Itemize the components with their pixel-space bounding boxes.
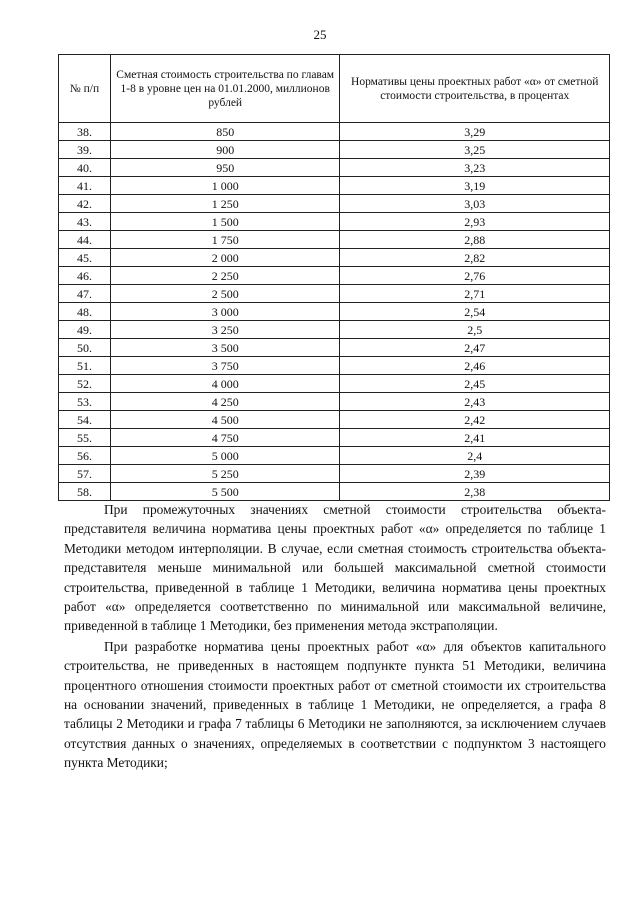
row-number-cell: 40.: [59, 159, 111, 177]
table-row: [59, 177, 610, 195]
row-number-cell: 48.: [59, 303, 111, 321]
cost-cell: 850: [110, 123, 340, 141]
table-row: [59, 321, 610, 339]
cost-cell: 2 500: [110, 285, 340, 303]
norm-cell: 2,82: [340, 249, 610, 267]
table-row: [59, 195, 610, 213]
cost-cell: 4 250: [110, 393, 340, 411]
cost-cell: 3 750: [110, 357, 340, 375]
cost-cell: 3 000: [110, 303, 340, 321]
cost-cell: 1 000: [110, 177, 340, 195]
cost-cell: 900: [110, 141, 340, 159]
cost-cell: 950: [110, 159, 340, 177]
norms-table: [58, 54, 610, 501]
row-number-cell: 46.: [59, 267, 111, 285]
row-number-cell: 42.: [59, 195, 111, 213]
table-header-row: [59, 55, 610, 123]
norm-cell: 2,46: [340, 357, 610, 375]
row-number-cell: 41.: [59, 177, 111, 195]
cost-cell: 4 500: [110, 411, 340, 429]
norm-cell: 2,47: [340, 339, 610, 357]
row-number-cell: 56.: [59, 447, 111, 465]
cost-cell: 5 250: [110, 465, 340, 483]
norm-cell: 2,39: [340, 465, 610, 483]
cost-cell: 1 750: [110, 231, 340, 249]
norm-cell: 2,45: [340, 375, 610, 393]
table-row: [59, 465, 610, 483]
cost-cell: 5 500: [110, 483, 340, 501]
row-number-cell: 53.: [59, 393, 111, 411]
table-row: [59, 375, 610, 393]
row-number-cell: 58.: [59, 483, 111, 501]
table-row: [59, 429, 610, 447]
norm-cell: 3,19: [340, 177, 610, 195]
table-row: [59, 231, 610, 249]
table-row: [59, 411, 610, 429]
cost-cell: 4 000: [110, 375, 340, 393]
header-cost: Сметная стоимость строительства по главам 1-8 в уровне цен на 01.01.2000, миллионов рублей: [110, 55, 340, 123]
cost-cell: 5 000: [110, 447, 340, 465]
paragraph-interpolation: При промежуточных значениях сметной стоимости строительства объекта-представителя величина норматива цены проектных работ «α» определяется по таблице 1 Методики методом интерполяции. В случае, если сметная стоимость строительства объекта-представителя меньше минимальной или большей максимальной сметной стоимости строительства, приведенной в таблице 1 Методики, величина норматива цены проектных работ «α» определяется соответственно по минимальной или максимальной величине, приведенной в таблице 1 Методики, без применения метода экстраполяции.: [64, 502, 606, 634]
table-row: [59, 141, 610, 159]
table-row: [59, 285, 610, 303]
norm-cell: 2,88: [340, 231, 610, 249]
norm-cell: 3,03: [340, 195, 610, 213]
table-row: [59, 393, 610, 411]
table-row: [59, 267, 610, 285]
row-number-cell: 39.: [59, 141, 111, 159]
norm-cell: 3,25: [340, 141, 610, 159]
norm-cell: 2,71: [340, 285, 610, 303]
paragraph-other-objects: При разработке норматива цены проектных работ «α» для объектов капитального строительства, не приведенных в настоящем подпункте пункта 51 Методики, величина процентного отношения стоимости проектных работ от сметной стоимости их строительства на основании значений, приведенных в таблице 1 Методики, не определяется, а графа 8 таблицы 2 Методики и графа 7 таблицы 6 Методики не заполняются, за исключением случаев отсутствия данных о значениях, определяемых в соответствии с подпунктом 3 настоящего пункта Методики;: [64, 638, 606, 771]
norm-cell: 2,43: [340, 393, 610, 411]
row-number-cell: 45.: [59, 249, 111, 267]
row-number-cell: 55.: [59, 429, 111, 447]
table-row: [59, 249, 610, 267]
table-row: [59, 483, 610, 501]
norm-cell: 2,41: [340, 429, 610, 447]
table-row: [59, 339, 610, 357]
table-row: [59, 357, 610, 375]
page-number: 25: [313, 27, 327, 42]
row-number-cell: 54.: [59, 411, 111, 429]
cost-cell: 2 250: [110, 267, 340, 285]
table-row: [59, 213, 610, 231]
header-num: № п/п: [59, 55, 111, 123]
table-row: [59, 159, 610, 177]
cost-cell: 4 750: [110, 429, 340, 447]
body-text: [64, 500, 606, 773]
row-number-cell: 52.: [59, 375, 111, 393]
cost-cell: 1 500: [110, 213, 340, 231]
row-number-cell: 43.: [59, 213, 111, 231]
cost-cell: 2 000: [110, 249, 340, 267]
norm-cell: 2,5: [340, 321, 610, 339]
row-number-cell: 38.: [59, 123, 111, 141]
norm-cell: 3,23: [340, 159, 610, 177]
table-body: [59, 123, 610, 501]
table-row: [59, 447, 610, 465]
row-number-cell: 57.: [59, 465, 111, 483]
cost-cell: 1 250: [110, 195, 340, 213]
norm-cell: 3,29: [340, 123, 610, 141]
row-number-cell: 49.: [59, 321, 111, 339]
norm-cell: 2,54: [340, 303, 610, 321]
cost-cell: 3 500: [110, 339, 340, 357]
table-row: [59, 303, 610, 321]
norm-cell: 2,38: [340, 483, 610, 501]
norm-cell: 2,76: [340, 267, 610, 285]
row-number-cell: 50.: [59, 339, 111, 357]
norm-cell: 2,93: [340, 213, 610, 231]
row-number-cell: 44.: [59, 231, 111, 249]
table-row: [59, 123, 610, 141]
cost-cell: 3 250: [110, 321, 340, 339]
row-number-cell: 51.: [59, 357, 111, 375]
header-norm: Нормативы цены проектных работ «α» от сметной стоимости строительства, в процентах: [340, 55, 610, 123]
norm-cell: 2,4: [340, 447, 610, 465]
norm-cell: 2,42: [340, 411, 610, 429]
row-number-cell: 47.: [59, 285, 111, 303]
